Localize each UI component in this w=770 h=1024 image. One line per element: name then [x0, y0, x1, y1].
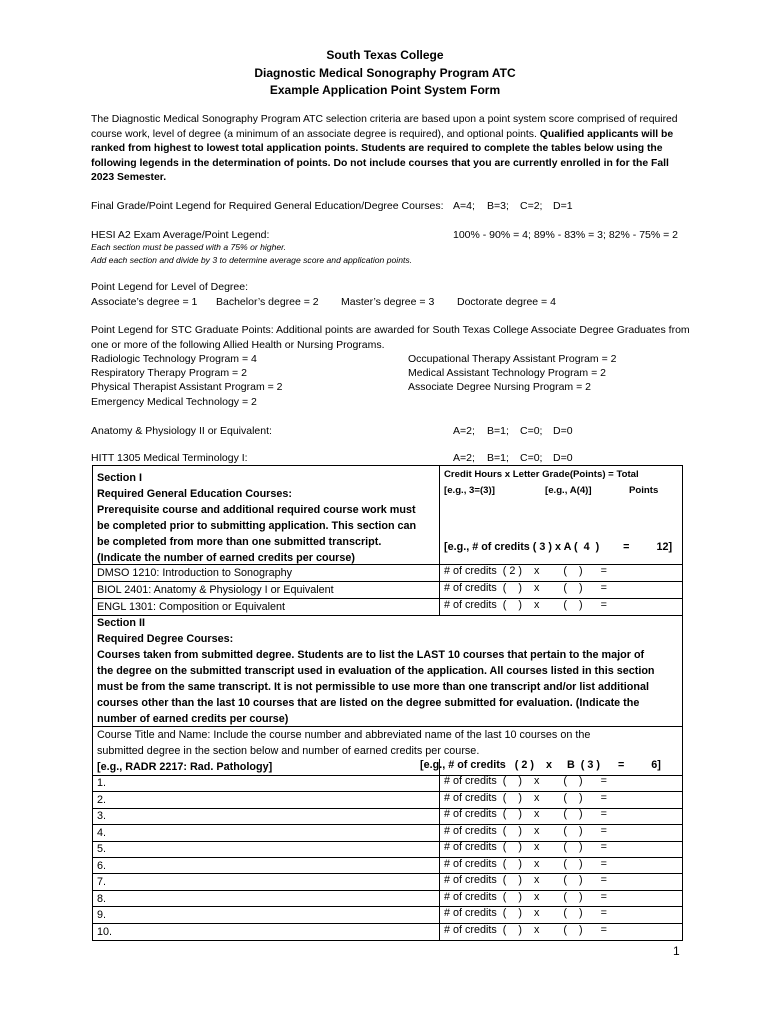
final-grade-d: D=1 [553, 200, 573, 212]
degree-row-calc[interactable]: # of credits ( ) x ( ) = [444, 775, 607, 787]
section-2-desc: courses other than the last 10 courses that are listed on the degree submitted for evaluation. (Indicate the [97, 697, 640, 709]
stc-item: Radiologic Technology Program = 4 [91, 353, 257, 365]
degree-row-calc[interactable]: # of credits ( ) x ( ) = [444, 841, 607, 853]
hitt-label: HITT 1305 Medical Terminology I: [91, 452, 248, 464]
degree-row-number: 2. [97, 794, 107, 806]
degree-row-calc[interactable]: # of credits ( ) x ( ) = [444, 891, 607, 903]
col-header: Credit Hours x Letter Grade(Points) = Total [444, 469, 639, 480]
degree-row-calc[interactable]: # of credits ( ) x ( ) = [444, 858, 607, 870]
section-2-title: Section II [97, 617, 145, 629]
title-form: Example Application Point System Form [269, 83, 501, 97]
final-grade-label: Final Grade/Point Legend for Required General Education/Degree Courses: [91, 200, 444, 212]
hitt-d: D=0 [553, 452, 573, 464]
intro-paragraph [91, 113, 681, 186]
stc-legend-line-2: one or more of the following Allied Health or Nursing Programs. [91, 339, 385, 351]
course-name: DMSO 1210: Introduction to Sonography [97, 567, 293, 579]
section-2-desc: number of earned credits per course) [97, 713, 289, 725]
section-2-instructions: submitted degree in the section below and number of earned credits per course. [97, 745, 480, 757]
degree-row-calc[interactable]: # of credits ( ) x ( ) = [444, 792, 607, 804]
hitt-a: A=2; [453, 452, 475, 464]
degree-row-calc[interactable]: # of credits ( ) x ( ) = [444, 924, 607, 936]
degree-row-calc[interactable]: # of credits ( ) x ( ) = [444, 825, 607, 837]
degree-row-number: 3. [97, 810, 107, 822]
section-2-desc: must be from the same transcript. It is not permissible to use more than one transcript and/or list additional [97, 681, 649, 693]
final-grade-b: B=3; [487, 200, 509, 212]
degree-row-calc[interactable]: # of credits ( ) x ( ) = [444, 907, 607, 919]
degree-row-number: 6. [97, 860, 107, 872]
hitt-c: C=0; [520, 452, 543, 464]
col-header-example-credits: [e.g., 3=(3)] [444, 485, 495, 496]
stc-item: Medical Assistant Technology Program = 2 [408, 367, 606, 379]
hesi-note-1: Each section must be passed with a 75% or higher. [91, 242, 287, 252]
title-program: Diagnostic Medical Sonography Program ATC [254, 66, 516, 80]
degree-bachelor: Bachelor’s degree = 2 [216, 296, 319, 308]
degree-master: Master’s degree = 3 [341, 296, 435, 308]
stc-item: Physical Therapist Assistant Program = 2 [91, 381, 283, 393]
intro-bold: Qualified applicants will be ranked from highest to lowest total application points. Students are required to complete the tables below using the following legends in the determination of points. Do not include courses that you are currently enrolled in for the Fall 2023 Semester. [91, 128, 674, 184]
anatomy-a: A=2; [453, 425, 475, 437]
stc-legend-line-1: Point Legend for STC Graduate Points: Additional points are awarded for South Texas College Associate Degree Graduates from [91, 324, 690, 336]
stc-item: Emergency Medical Technology = 2 [91, 396, 257, 408]
degree-row-number: 1. [97, 777, 107, 789]
section-2-desc: Courses taken from submitted degree. Students are to list the LAST 10 courses that pertain to the major of [97, 649, 645, 661]
section-2-desc: the degree on the submitted transcript used in evaluation of the application. All courses listed in this section [97, 665, 655, 677]
section-1-desc: be completed prior to submitting application. This section can [97, 520, 417, 532]
degree-row-calc[interactable]: # of credits ( ) x ( ) = [444, 874, 607, 886]
anatomy-d: D=0 [553, 425, 573, 437]
section-1-example: [e.g., # of credits ( 3 ) x A ( 4 ) = 12] [444, 541, 673, 553]
final-grade-c: C=2; [520, 200, 543, 212]
table-divider [439, 759, 440, 940]
section-2-example-right: [e.g., # of credits ( 2 ) x B ( 3 ) = 6] [420, 759, 661, 771]
anatomy-label: Anatomy & Physiology II or Equivalent: [91, 425, 272, 437]
intro-plain: The Diagnostic Medical Sonography Program ATC selection criteria are based upon a point system score comprised of required course work, level of degree (a minimum of an associate degree is required), and optional points. [91, 114, 678, 140]
stc-item: Associate Degree Nursing Program = 2 [408, 381, 591, 393]
section-1-subtitle: Required General Education Courses: [97, 488, 292, 500]
degree-row-number: 7. [97, 876, 107, 888]
course-calc[interactable]: # of credits ( ) x ( ) = [444, 582, 607, 594]
course-name: ENGL 1301: Composition or Equivalent [97, 601, 286, 613]
degree-row-number: 8. [97, 893, 107, 905]
page-number: 1 [673, 944, 680, 958]
degree-legend-title: Point Legend for Level of Degree: [91, 281, 249, 293]
degree-row-calc[interactable]: # of credits ( ) x ( ) = [444, 808, 607, 820]
anatomy-b: B=1; [487, 425, 509, 437]
section-1-title: Section I [97, 472, 142, 484]
course-name: BIOL 2401: Anatomy & Physiology I or Equivalent [97, 584, 334, 596]
section-1-desc: (Indicate the number of earned credits per course) [97, 552, 355, 564]
title-college: South Texas College [326, 48, 444, 62]
hitt-b: B=1; [487, 452, 509, 464]
section-1-desc: Prerequisite course and additional required course work must [97, 504, 416, 516]
course-calc[interactable]: # of credits ( ) x ( ) = [444, 599, 607, 611]
col-header-example-grade: [e.g., A(4)] [545, 485, 592, 496]
course-calc[interactable]: # of credits ( 2 ) x ( ) = [444, 565, 607, 577]
stc-item: Respiratory Therapy Program = 2 [91, 367, 247, 379]
stc-item: Occupational Therapy Assistant Program = 2 [408, 353, 617, 365]
hesi-label: HESI A2 Exam Average/Point Legend: [91, 229, 270, 241]
hesi-note-2: Add each section and divide by 3 to determine average score and application points. [91, 255, 413, 265]
degree-associate: Associate’s degree = 1 [91, 296, 198, 308]
degree-row-number: 5. [97, 843, 107, 855]
section-2-subtitle: Required Degree Courses: [97, 633, 234, 645]
final-grade-a: A=4; [453, 200, 475, 212]
col-header-points: Points [629, 485, 659, 496]
anatomy-c: C=0; [520, 425, 543, 437]
section-1-desc: be completed from more than one submitted transcript. [97, 536, 382, 548]
row-line [92, 615, 682, 616]
degree-row-number: 10. [97, 926, 113, 938]
section-2-instructions: Course Title and Name: Include the course number and abbreviated name of the last 10 courses on the [97, 729, 591, 741]
degree-row-number: 4. [97, 827, 107, 839]
section-2-example-left: [e.g., RADR 2217: Rad. Pathology] [97, 761, 273, 773]
table-divider [439, 465, 440, 615]
degree-doctorate: Doctorate degree = 4 [457, 296, 556, 308]
hesi-values: 100% - 90% = 4; 89% - 83% = 3; 82% - 75% = 2 [453, 229, 679, 241]
degree-row-number: 9. [97, 909, 107, 921]
